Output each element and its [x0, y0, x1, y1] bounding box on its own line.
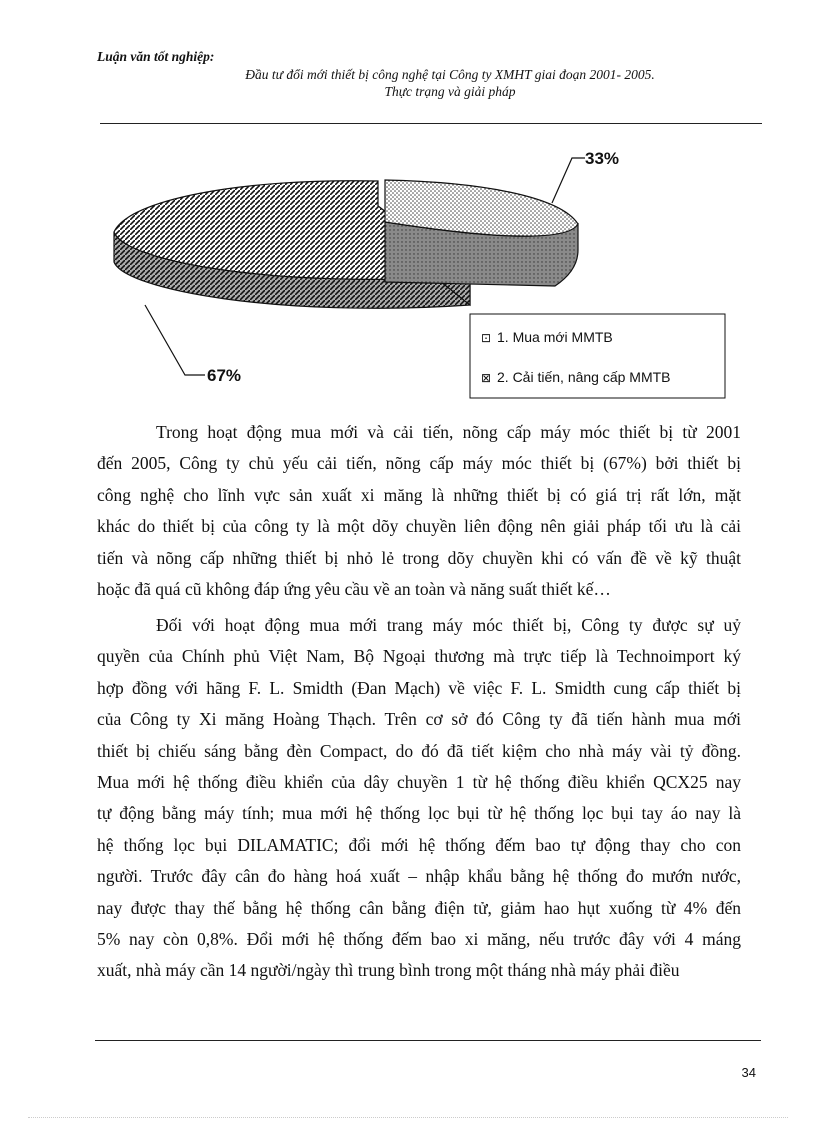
header-title: Luận văn tốt nghiệp:: [97, 49, 215, 64]
header-subtitle-line1: Đầu tư đổi mới thiết bị công nghệ tại Công ty XMHT giai đoạn 2001- 2005.: [245, 67, 655, 82]
paragraph-1-line: công nghệ cho lĩnh vực sản xuất xi măng là những thiết bị có giá trị rất lớn, mặt: [97, 484, 741, 505]
chart-legend: [470, 314, 725, 398]
pie-slice-new: [385, 180, 578, 286]
header-subtitle-line2: Thực trạng và giải pháp: [384, 84, 516, 99]
leader-line-67: [145, 305, 205, 375]
paragraph-1: [97, 417, 741, 605]
data-label-33: 33%: [585, 149, 620, 168]
paragraph-2-line: người. Trước đây cân đo hàng hoá xuất – nhập khẩu bằng hệ thống đo mướn nước,: [97, 866, 741, 887]
paragraph-2-line: hợp đồng với hãng F. L. Smidth (Đan Mạch) về việc F. L. Smidth cung cấp thiết bị: [97, 677, 741, 698]
paragraph-2-line: tự động bằng máy tính; mua mới hệ thống lọc bụi từ hệ thống lọc bụi tay áo nay là: [97, 803, 741, 824]
paragraph-2-line: 5% nay còn 0,8%. Đổi mới hệ thống đếm bao xi măng, nếu trước đây với 4 máng: [97, 928, 741, 949]
paragraph-2-line: quyền của Chính phủ Việt Nam, Bộ Ngoại thương mà trực tiếp là Technoimport ký: [97, 646, 741, 667]
paragraph-2-line: Đối với hoạt động mua mới trang máy móc thiết bị, Công ty được sự uỷ: [156, 615, 741, 635]
paragraph-1-line: đến 2005, Công ty chủ yếu cải tiến, nõng cấp máy móc thiết bị (67%) bởi thiết bị: [97, 453, 741, 474]
paragraph-1-line: hoặc đã quá cũ không đáp ứng yêu cầu về an toàn và năng suất thiết kế…: [97, 578, 611, 599]
paragraph-2-line: Mua mới hệ thống điều khiển của dây chuyền 1 từ hệ thống điều khiển QCX25 nay: [97, 771, 741, 792]
header-rule: [100, 123, 762, 124]
legend-marker-2: ⊠: [481, 371, 492, 385]
leader-line-33: [552, 158, 585, 203]
paragraph-2: [97, 610, 741, 987]
paragraph-2-line: xuất, nhà máy cần 14 người/ngày thì trung bình trong một tháng nhà máy phải điều: [97, 960, 680, 981]
paragraph-1-line: khác do thiết bị của công ty là một dõy chuyền liên động nên giải pháp tối ưu là cải: [97, 516, 741, 537]
legend-label-2: 2. Cải tiến, nâng cấp MMTB: [497, 369, 671, 385]
paragraph-2-line: của Công ty Xi măng Hoàng Thạch. Trên cơ sở đó Công ty đã tiến hành mua mới: [97, 709, 741, 730]
paragraph-1-line: tiến và nõng cấp những thiết bị nhỏ lẻ trong dõy chuyền khi có vấn đề về kỹ thuật: [97, 547, 741, 568]
paragraph-2-line: thiết bị chiếu sáng bằng đèn Compact, do đó đã tiết kiệm cho nhà máy vài tỷ đồng.: [97, 740, 741, 761]
legend-box: [470, 314, 725, 398]
paragraph-1-line: Trong hoạt động mua mới và cải tiến, nõng cấp máy móc thiết bị từ 2001: [156, 422, 741, 442]
paragraph-2-line: nay được thay thế bằng hệ thống cân bằng điện tử, giảm hao hụt xuống từ 4% đến: [97, 897, 741, 918]
legend-label-1: 1. Mua mới MMTB: [497, 329, 613, 345]
page-bottom-edge: [28, 1117, 788, 1118]
legend-marker-1: ⊡: [481, 331, 492, 345]
page-number: 34: [741, 1065, 756, 1080]
data-label-67: 67%: [207, 366, 242, 385]
paragraph-2-line: hệ thống lọc bụi DILAMATIC; đổi mới hệ thống đếm bao tự động thay cho con: [97, 834, 741, 855]
pie-chart: [0, 130, 816, 400]
footer-rule: [95, 1040, 761, 1041]
